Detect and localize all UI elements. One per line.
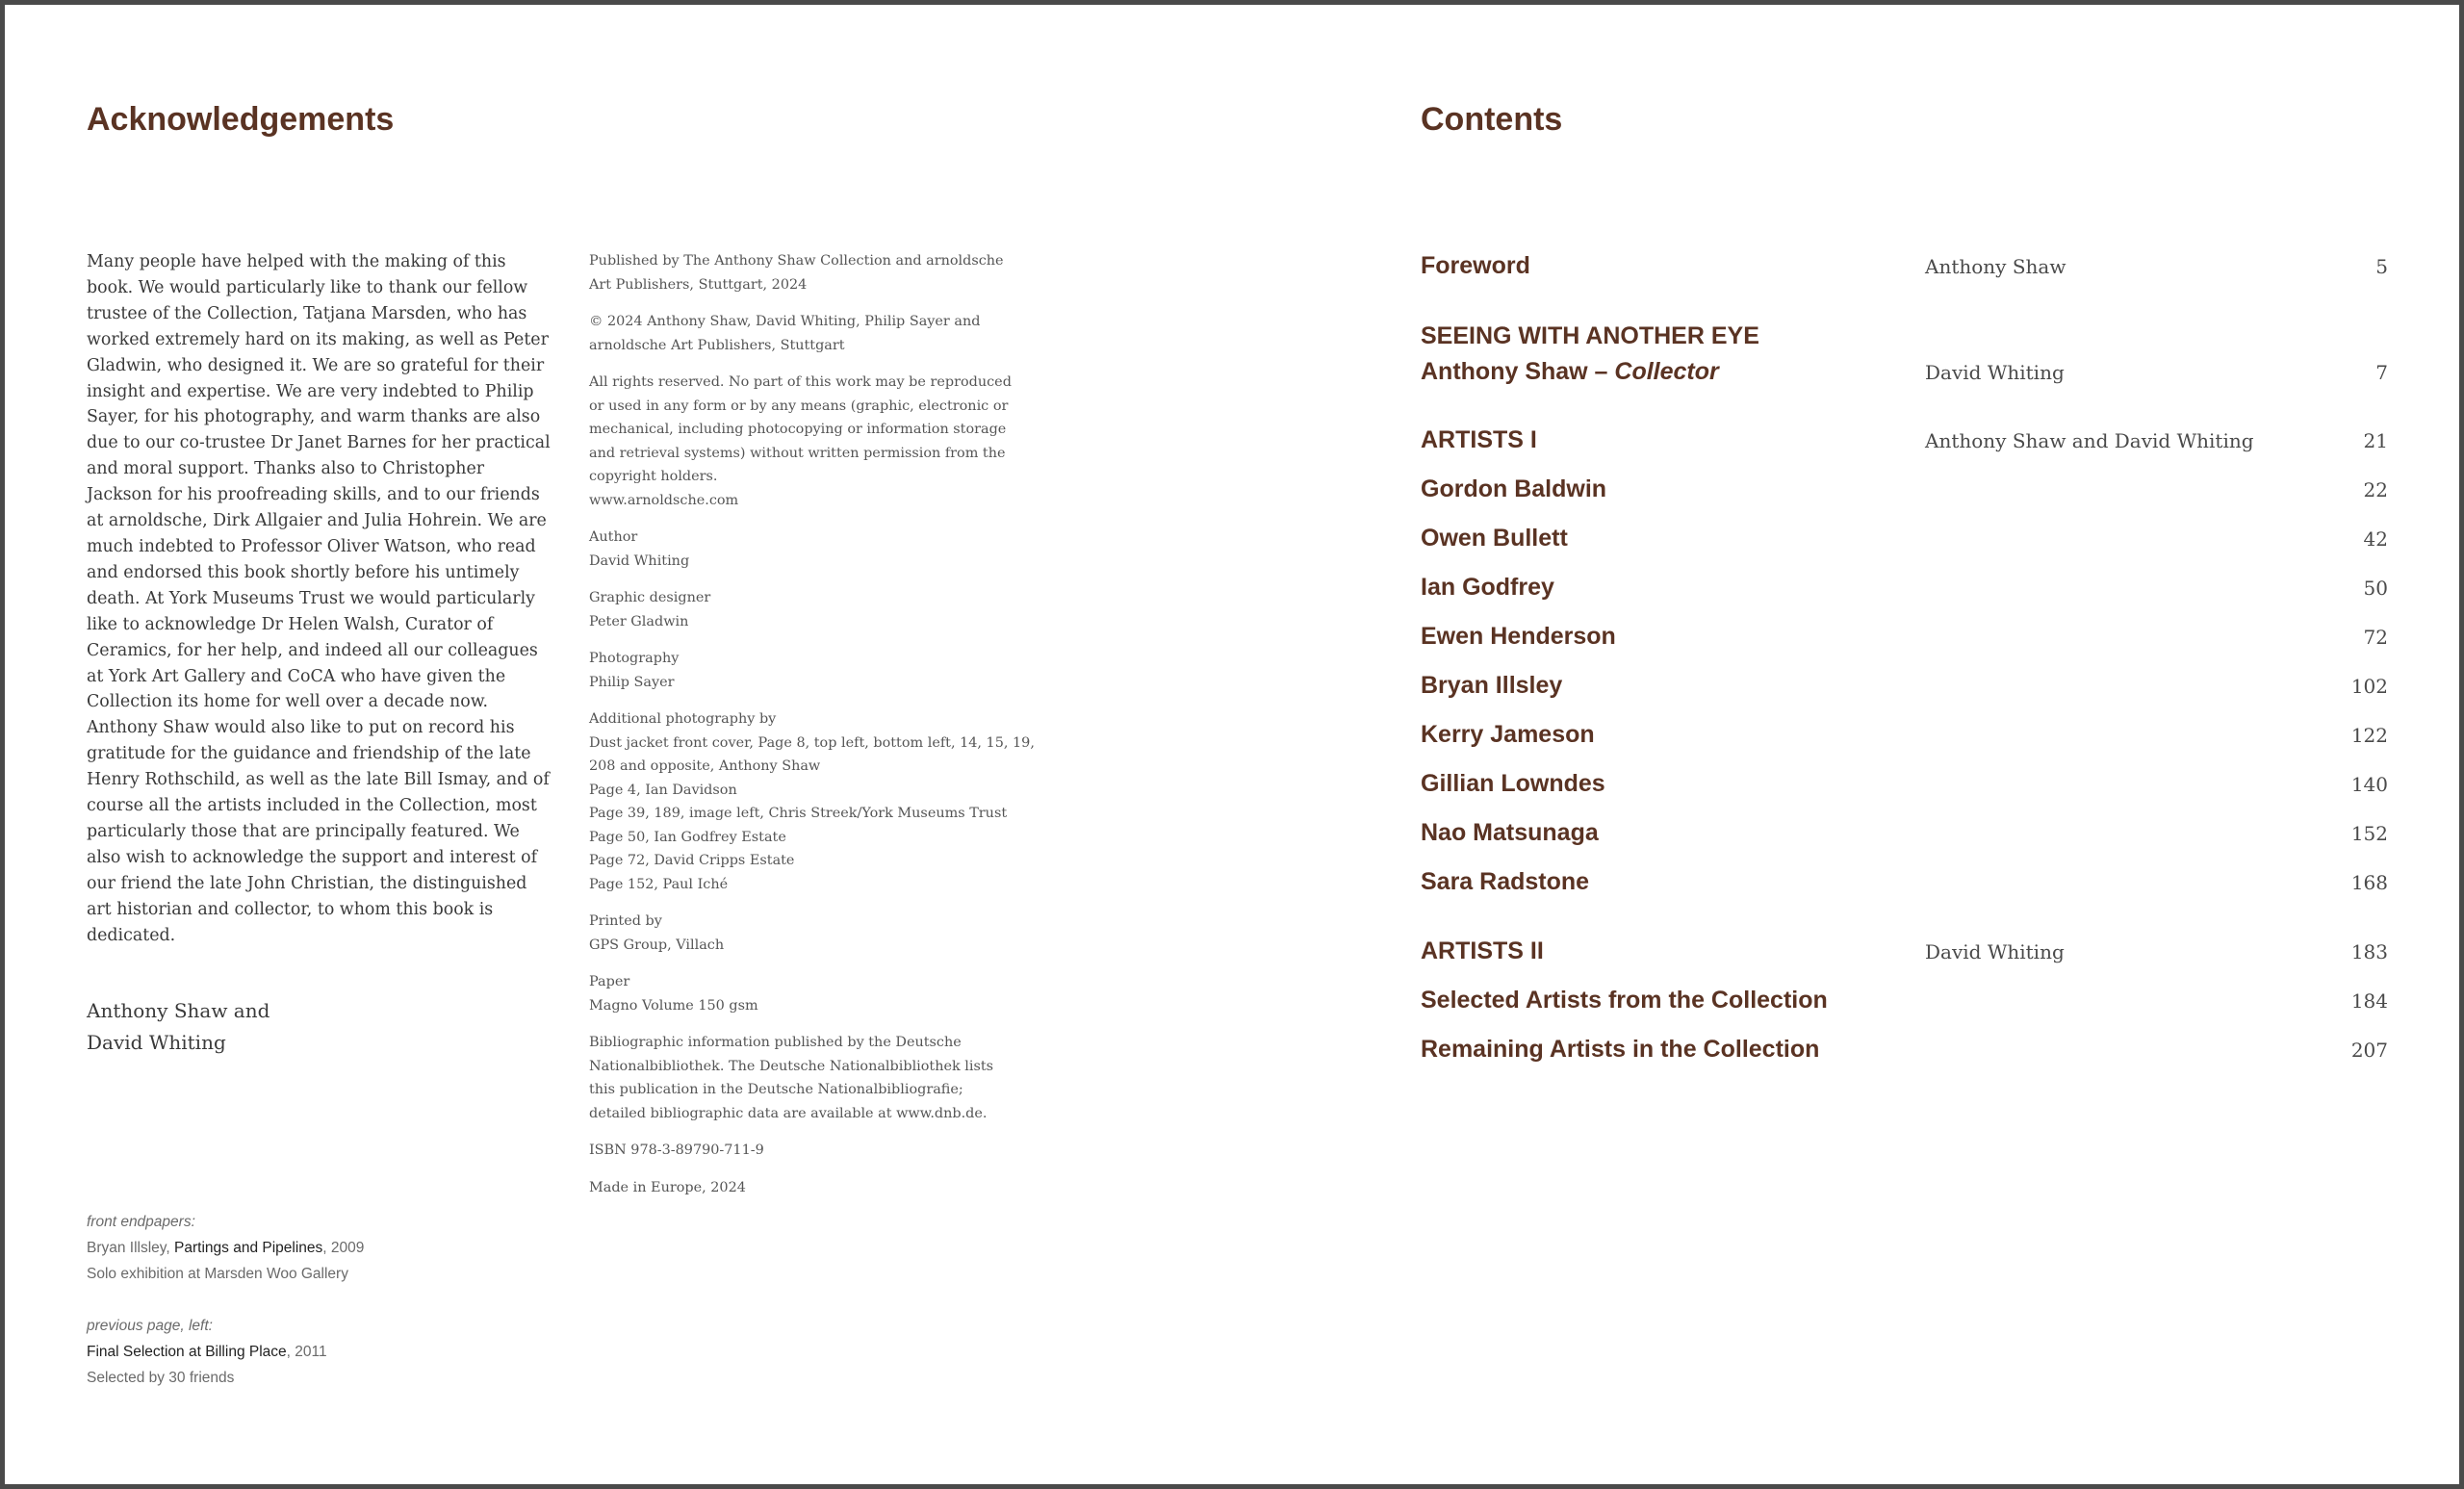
imprint-paper xyxy=(589,970,1070,1017)
acknowledgements-heading: Acknowledgements xyxy=(87,101,395,138)
caption-line xyxy=(87,1339,491,1365)
toc-entry-title: Ian Godfrey xyxy=(1421,574,1554,601)
toc-entry-title: Nao Matsunaga xyxy=(1421,819,1599,846)
imprint-value: David Whiting xyxy=(589,552,690,569)
toc-entry[interactable] xyxy=(1421,987,2388,1021)
toc-entry-title: Kerry Jameson xyxy=(1421,721,1595,748)
toc-entry-title: Gordon Baldwin xyxy=(1421,475,1607,502)
toc-entry-title: ARTISTS II xyxy=(1421,937,1544,964)
toc-entry-page: 42 xyxy=(2363,527,2388,551)
imprint-line: Art Publishers, Stuttgart, 2024 xyxy=(589,276,808,293)
contents-heading: Contents xyxy=(1421,101,1563,138)
toc-entry-author: David Whiting xyxy=(1925,940,2065,963)
toc-entry[interactable] xyxy=(1421,672,2388,706)
caption-year: , 2011 xyxy=(286,1344,327,1360)
toc-entry-page: 7 xyxy=(2375,361,2388,384)
acknowledgements-text: Many people have helped with the making of this book. We would particularly like to thank our fellow trustee of the Collection, Tatjana Marsden, who has worked extremely hard on its making, as well as Peter Gladwin, who designed it. We are so grateful for their insight and expertise. We are very indebted to Philip Sayer, for his photography, and warm thanks are also due to our co-trustee Dr Janet Barnes for her practical and moral support. Thanks also to Christopher Jackson for his proofreading skills, and to our friends at arnoldsche, Dirk Allgaier and Julia Hohrein. We are much indebted to Professor Oliver Watson, who read and endorsed this book shortly before his untimely death. At York Museums Trust we would particularly like to acknowledge Dr Helen Walsh, Curator of Ceramics, for her help, and indeed all our colleagues at York Art Gallery and CoCA who have given the Collection its home for well over a decade now. Anthony Shaw would also like to put on record his gratitude for the guidance and friendship of the late Henry Rothschild, as well as the late Bill Ismay, and of course all the artists included in the Collection, most particularly those that are principally featured. We also wish to acknowledge the support and interest of our friend the late John Christian, the distinguished art historian and collector, to whom this book is dedicated. xyxy=(87,252,551,945)
toc-entry-page: 21 xyxy=(2363,429,2388,452)
imprint-line: or used in any form or by any means (graphic, electronic or xyxy=(589,398,1009,414)
toc-title-text: Anthony Shaw – xyxy=(1421,358,1615,385)
caption-artist: Bryan Illsley, xyxy=(87,1240,175,1256)
caption-line xyxy=(87,1235,491,1261)
toc-entry[interactable] xyxy=(1421,721,2388,756)
caption-label: front endpapers: xyxy=(87,1214,195,1230)
toc-entry[interactable] xyxy=(1421,937,2388,972)
imprint-line: this publication in the Deutsche Nationalbibliografie; xyxy=(589,1082,963,1097)
imprint-rights xyxy=(589,371,1070,512)
imprint-line: Bibliographic information published by the Deutsche xyxy=(589,1035,962,1050)
caption-note: Solo exhibition at Marsden Woo Gallery xyxy=(87,1266,348,1282)
imprint-line: detailed bibliographic data are available at www.dnb.de. xyxy=(589,1105,988,1121)
caption-note: Selected by 30 friends xyxy=(87,1370,235,1386)
imprint-copyright xyxy=(589,310,1070,357)
toc-entry[interactable] xyxy=(1421,574,2388,608)
imprint-value: Peter Gladwin xyxy=(589,613,689,629)
acknowledgements-signature xyxy=(87,995,375,1059)
toc-title-emphasis: Collector xyxy=(1614,358,1719,385)
toc-entry[interactable] xyxy=(1421,252,2388,287)
imprint-line: Page 4, Ian Davidson xyxy=(589,782,737,798)
toc-entry-author: Anthony Shaw and David Whiting xyxy=(1925,429,2254,452)
toc-entry-title: ARTISTS I xyxy=(1421,426,1537,453)
toc-entry-title: Selected Artists from the Collection xyxy=(1421,987,1828,1014)
toc-entry-page: 152 xyxy=(2350,822,2388,845)
imprint-line: mechanical, including photocopying or information storage xyxy=(589,422,1007,437)
imprint-website: www.arnoldsche.com xyxy=(589,492,739,508)
imprint-designer xyxy=(589,586,1070,633)
toc-entry[interactable] xyxy=(1421,819,2388,854)
toc-entry[interactable] xyxy=(1421,770,2388,805)
signature-line: Anthony Shaw and xyxy=(87,999,270,1022)
toc-entry[interactable] xyxy=(1421,1036,2388,1070)
toc-entry-author: Anthony Shaw xyxy=(1925,255,2066,278)
toc-entry[interactable] xyxy=(1421,358,2388,393)
imprint-line: Page 72, David Cripps Estate xyxy=(589,853,795,868)
toc-entry-page: 22 xyxy=(2363,478,2388,501)
imprint-line: ISBN 978-3-89790-711-9 xyxy=(589,1142,764,1158)
imprint-value: Philip Sayer xyxy=(589,674,675,690)
toc-entry[interactable] xyxy=(1421,426,2388,461)
toc-entry-title: Foreword xyxy=(1421,252,1530,279)
imprint-line: Published by The Anthony Shaw Collection and arnoldsche xyxy=(589,253,1004,269)
toc-entry[interactable] xyxy=(1421,868,2388,903)
imprint-label: Printed by xyxy=(589,913,662,929)
caption-year: , 2009 xyxy=(322,1240,365,1256)
imprint-publisher xyxy=(589,249,1070,296)
imprint-photography xyxy=(589,647,1070,694)
imprint-line: Nationalbibliothek. The Deutsche Nationalbibliothek lists xyxy=(589,1058,994,1074)
imprint-line: copyright holders. xyxy=(589,469,718,484)
toc-entry-page: 184 xyxy=(2350,989,2388,1013)
imprint-label: Author xyxy=(589,529,638,545)
toc-entry-page: 5 xyxy=(2375,255,2388,278)
toc-entry-title: SEEING WITH ANOTHER EYE xyxy=(1421,322,1759,349)
imprint-origin xyxy=(589,1176,1070,1200)
imprint-line: arnoldsche Art Publishers, Stuttgart xyxy=(589,337,845,353)
toc-entry[interactable] xyxy=(1421,525,2388,559)
imprint-printer xyxy=(589,910,1070,957)
imprint-label: Additional photography by xyxy=(589,711,777,727)
imprint-label: Graphic designer xyxy=(589,590,711,605)
caption-work-title: Partings and Pipelines xyxy=(174,1240,323,1256)
toc-entry-page: 140 xyxy=(2350,773,2388,796)
imprint-bibliographic xyxy=(589,1031,1070,1125)
toc-entry-title xyxy=(1421,358,1719,386)
imprint-line: Page 152, Paul Iché xyxy=(589,876,729,892)
toc-entry[interactable] xyxy=(1421,623,2388,657)
imprint-line: Dust jacket front cover, Page 8, top left, bottom left, 14, 15, 19, xyxy=(589,734,1035,751)
imprint-value: Magno Volume 150 gsm xyxy=(589,997,758,1014)
toc-entry-page: 207 xyxy=(2350,1039,2388,1062)
imprint-isbn xyxy=(589,1139,1070,1163)
imprint-line: © 2024 Anthony Shaw, David Whiting, Philip Sayer and xyxy=(589,314,981,329)
imprint-column xyxy=(589,249,1070,1213)
toc-entry[interactable] xyxy=(1421,475,2388,510)
endpaper-captions xyxy=(87,1209,491,1391)
imprint-line: Page 50, Ian Godfrey Estate xyxy=(589,829,786,845)
toc-entry-title: Bryan Illsley xyxy=(1421,672,1563,699)
imprint-additional-photography xyxy=(589,707,1070,896)
imprint-line: 208 and opposite, Anthony Shaw xyxy=(589,758,821,774)
toc-entry-title: Owen Bullett xyxy=(1421,525,1568,552)
toc-entry-page: 168 xyxy=(2350,871,2388,894)
toc-entry-page: 72 xyxy=(2363,626,2388,649)
toc-entry-title: Ewen Henderson xyxy=(1421,623,1616,650)
toc-entry-author: David Whiting xyxy=(1925,361,2065,384)
imprint-author xyxy=(589,526,1070,573)
toc-entry-title: Remaining Artists in the Collection xyxy=(1421,1036,1820,1063)
imprint-line: Page 39, 189, image left, Chris Streek/York Museums Trust xyxy=(589,806,1008,821)
imprint-label: Paper xyxy=(589,974,630,989)
toc-entry-title: Gillian Lowndes xyxy=(1421,770,1605,797)
caption-work-title: Final Selection at Billing Place xyxy=(87,1344,287,1360)
toc-entry-page: 122 xyxy=(2350,724,2388,747)
toc-section-heading xyxy=(1421,322,2388,357)
imprint-line: All rights reserved. No part of this work may be reproduced xyxy=(589,374,1012,390)
toc-entry-page: 50 xyxy=(2363,577,2388,600)
imprint-label: Photography xyxy=(589,651,680,666)
caption-label: previous page, left: xyxy=(87,1318,213,1334)
imprint-line: and retrieval systems) without written permission from the xyxy=(589,445,1006,461)
imprint-line: Made in Europe, 2024 xyxy=(589,1179,746,1195)
signature-line: David Whiting xyxy=(87,1031,226,1054)
imprint-value: GPS Group, Villach xyxy=(589,937,725,953)
toc-entry-page: 102 xyxy=(2350,675,2388,698)
toc-entry-page: 183 xyxy=(2350,940,2388,963)
toc-entry-title: Sara Radstone xyxy=(1421,868,1590,895)
